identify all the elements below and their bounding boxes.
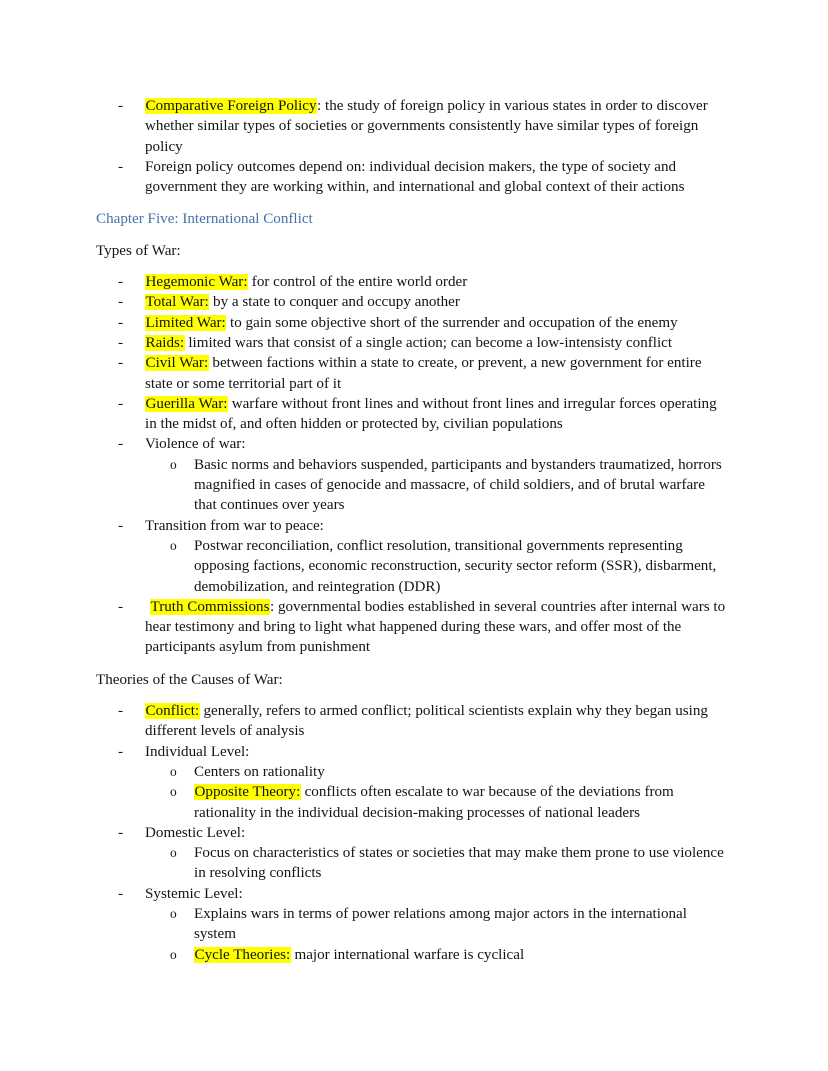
text-guerilla-war: warfare without front lines and without front lines and irregular forces operating in the midst of, and often hidden or protected by, civilian populations (145, 395, 717, 433)
dash-bullet-icon: - (118, 334, 124, 351)
highlight-hegemonic-war: Hegemonic War: (145, 274, 248, 291)
text-power-relations: Explains wars in terms of power relations among major actors in the international system (194, 905, 687, 943)
circle-bullet-icon: o (170, 946, 177, 962)
violence-of-war-sublist (96, 455, 728, 516)
circle-bullet-icon: o (170, 845, 177, 861)
spacer (96, 230, 728, 241)
individual-level-sublist (96, 762, 728, 823)
section-label-types-of-war: Types of War: (96, 242, 181, 259)
text-transition-details: Postwar reconciliation, conflict resolution, transitional governments representing opposing factions, economic reconstruction, security sector reform (SSR), disbarment, demobilization, and reintegration (DDR) (194, 537, 717, 595)
circle-bullet-icon: o (170, 456, 177, 472)
list-item-limited-war (96, 313, 728, 333)
circle-bullet-icon: o (170, 784, 177, 800)
spacer (96, 658, 728, 670)
highlight-comparative-foreign-policy: Comparative Foreign Policy (145, 98, 317, 114)
dash-bullet-icon: - (118, 314, 124, 331)
highlight-civil-war: Civil War: (145, 355, 209, 372)
list-item-civil-war (96, 353, 728, 394)
text-domestic-level: Domestic Level: (145, 824, 246, 841)
list-item-truth-commissions (96, 597, 728, 658)
spacer (96, 690, 728, 701)
text-conflict: generally, refers to armed conflict; political scientists explain why they began using different levels of analysis (145, 703, 708, 740)
dash-bullet-icon: - (118, 598, 124, 615)
highlight-guerilla-war: Guerilla War: (145, 395, 228, 412)
sublist-item-violence-details (96, 455, 728, 516)
systemic-level-sublist (96, 904, 728, 965)
text-civil-war: between factions within a state to create, or prevent, a new government for entire state or some territorial part of it (145, 355, 702, 392)
dash-bullet-icon: - (118, 703, 124, 720)
highlight-opposite-theory: Opposite Theory: (194, 784, 301, 801)
text-opposite-theory: conflicts often escalate to war because of the deviations from rationality in the individual decision-making processes of national leaders (194, 784, 674, 821)
sublist-item-domestic-focus (96, 843, 728, 884)
highlight-total-war: Total War: (145, 294, 209, 311)
list-item-raids (96, 333, 728, 353)
dash-bullet-icon: - (118, 395, 124, 412)
text-hegemonic-war: for control of the entire world order (248, 274, 468, 291)
dash-bullet-icon: - (118, 743, 124, 760)
foreign-policy-list (96, 96, 728, 197)
dash-bullet-icon: - (118, 158, 124, 175)
dash-bullet-icon: - (118, 885, 124, 902)
text-violence-of-war: Violence of war: (145, 436, 246, 453)
list-item-total-war (96, 292, 728, 312)
sublist-item-transition-details (96, 536, 728, 597)
text-truth-commissions: : governmental bodies established in several countries after internal wars to hear testimony and bring to light what happened during these wars, and offer most of the participants asylum from punishment (145, 598, 726, 656)
document-body (96, 96, 728, 965)
text-violence-details: Basic norms and behaviors suspended, participants and bystanders traumatized, horrors magnified in cases of genocide and massacre, of child soldiers, and of brutal warfare that continues over years (194, 456, 722, 514)
circle-bullet-icon: o (170, 537, 177, 553)
text-comparative-foreign-policy: : the study of foreign policy in various states in order to discover whether similar types of societies or governments consistently have similar types of foreign policy (145, 98, 708, 155)
highlight-raids: Raids: (145, 334, 185, 351)
dash-bullet-icon: - (118, 294, 124, 311)
dash-bullet-icon: - (118, 436, 124, 453)
list-item-guerilla-war (96, 394, 728, 435)
highlight-limited-war: Limited War: (145, 314, 226, 331)
transition-sublist (96, 536, 728, 597)
circle-bullet-icon: o (170, 763, 177, 779)
dash-bullet-icon: - (118, 274, 124, 291)
chapter-heading: Chapter Five: International Conflict (96, 211, 313, 228)
list-item-individual-level (96, 742, 728, 823)
theories-list (96, 701, 728, 965)
list-item-conflict (96, 701, 728, 742)
text-individual-level: Individual Level: (145, 743, 250, 760)
list-item-foreign-policy-outcomes (96, 157, 728, 198)
list-item-comparative-foreign-policy (96, 96, 728, 157)
text-transition-war-to-peace: Transition from war to peace: (145, 517, 324, 534)
list-item-systemic-level (96, 884, 728, 965)
text-centers-on-rationality: Centers on rationality (194, 763, 325, 780)
sublist-item-centers-on-rationality (96, 762, 728, 782)
dash-bullet-icon: - (118, 517, 124, 534)
text-cycle-theories: major international warfare is cyclical (290, 946, 525, 963)
sublist-item-cycle-theories (96, 945, 728, 965)
text-limited-war: to gain some objective short of the surrender and occupation of the enemy (226, 314, 678, 331)
spacer (96, 197, 728, 209)
sublist-item-opposite-theory (96, 782, 728, 823)
highlight-conflict: Conflict: (145, 703, 200, 720)
highlight-truth-commissions: Truth Commissions (150, 598, 270, 615)
domestic-level-sublist (96, 843, 728, 884)
list-item-violence-of-war (96, 434, 728, 515)
dash-bullet-icon: - (118, 98, 124, 114)
circle-bullet-icon: o (170, 905, 177, 921)
types-of-war-list (96, 272, 728, 658)
list-item-domestic-level (96, 823, 728, 884)
dash-bullet-icon: - (118, 824, 124, 841)
sublist-item-power-relations (96, 904, 728, 945)
text-raids: limited wars that consist of a single action; can become a low-intensisty conflict (184, 334, 673, 351)
section-label-theories: Theories of the Causes of War: (96, 671, 283, 688)
spacer (96, 261, 728, 272)
text-systemic-level: Systemic Level: (145, 885, 243, 902)
dash-bullet-icon: - (118, 355, 124, 372)
text-total-war: by a state to conquer and occupy another (209, 294, 460, 311)
text-foreign-policy-outcomes: Foreign policy outcomes depend on: individual decision makers, the type of society and government they are working within, and international and global context of their actions (145, 158, 685, 196)
text-domestic-focus: Focus on characteristics of states or societies that may make them prone to use violence in resolving conflicts (194, 845, 724, 882)
list-item-hegemonic-war (96, 272, 728, 292)
list-item-transition-war-to-peace (96, 516, 728, 597)
highlight-cycle-theories: Cycle Theories: (194, 946, 291, 963)
